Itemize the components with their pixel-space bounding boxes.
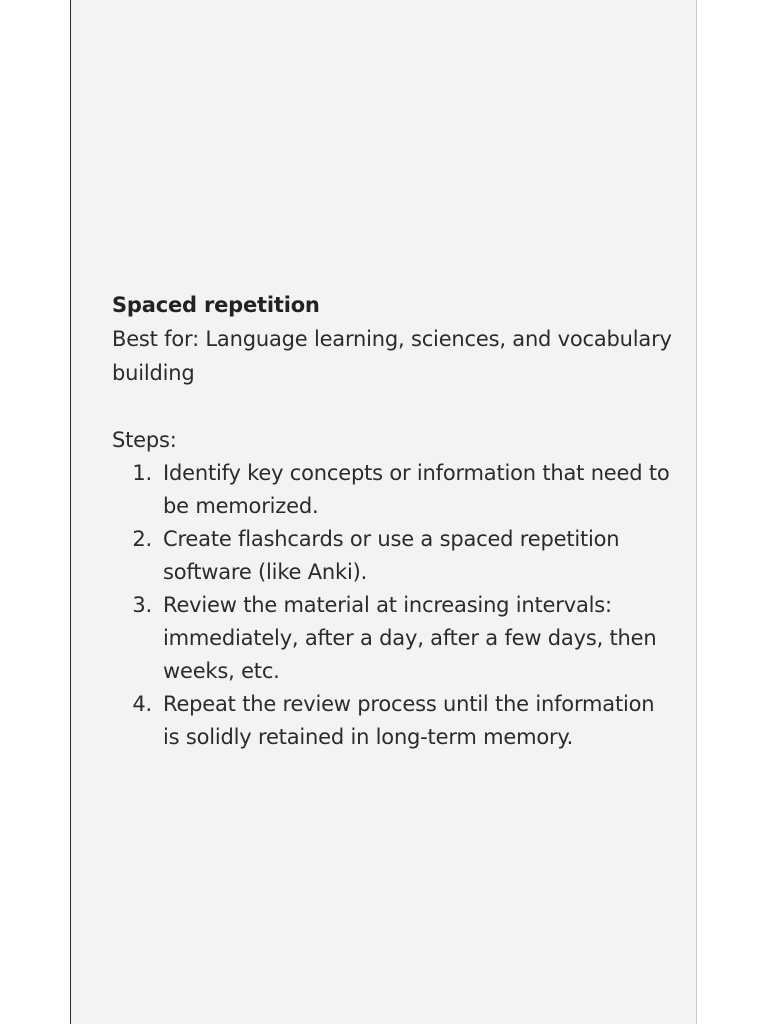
step-text: Create flashcards or use a spaced repetition software (like Anki). — [163, 527, 620, 584]
list-item — [112, 523, 672, 589]
step-number: 4. — [132, 692, 152, 716]
list-item — [112, 589, 672, 688]
step-text: Identify key concepts or information that need to be memorized. — [163, 461, 670, 518]
steps-label: Steps: — [112, 428, 177, 452]
document-content — [112, 288, 672, 754]
step-number: 1. — [132, 461, 152, 485]
best-for-text: Best for: Language learning, sciences, and vocabulary building — [112, 327, 672, 385]
document-screen — [70, 0, 697, 1024]
section-title: Spaced repetition — [112, 293, 320, 317]
list-item — [112, 457, 672, 523]
step-text: Review the material at increasing intervals: immediately, after a day, after a few days, then weeks, etc. — [163, 593, 657, 683]
steps-list — [112, 457, 672, 754]
step-number: 3. — [132, 593, 152, 617]
step-number: 2. — [132, 527, 152, 551]
step-text: Repeat the review process until the information is solidly retained in long-term memory. — [163, 692, 655, 749]
list-item — [112, 688, 672, 754]
